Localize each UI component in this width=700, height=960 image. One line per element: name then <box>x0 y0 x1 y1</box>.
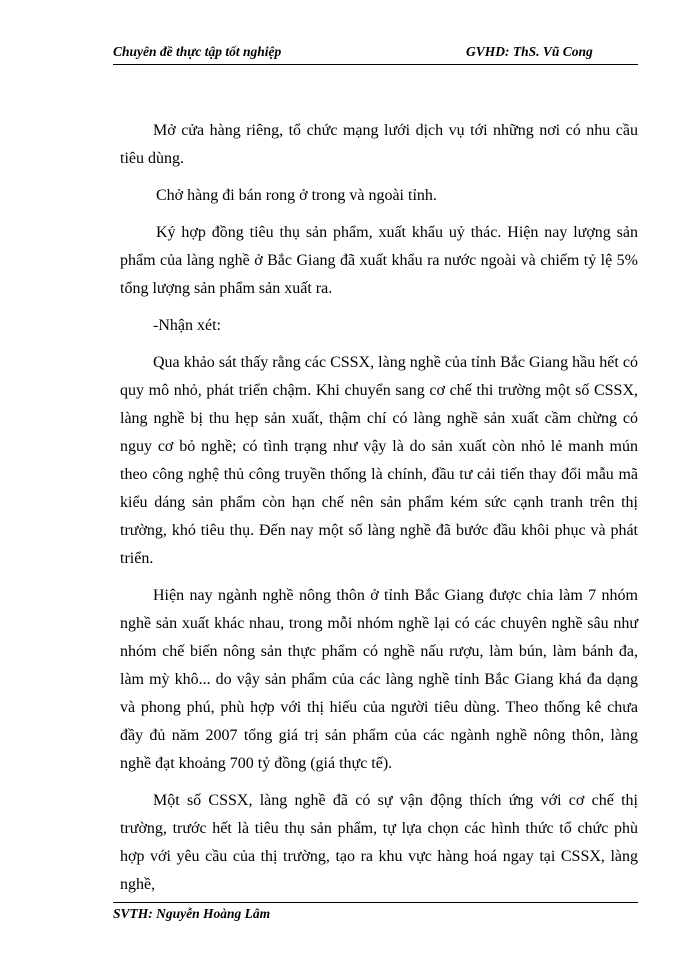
paragraph-contracts-export: Ký hợp đồng tiêu thụ sản phẩm, xuất khẩu uỷ thác. Hiện nay lượng sản phẩm của làng nghề ở Bắc Giang đã xuất khẩu ra nước ngoài và chiếm tỷ lệ 5% tổng lượng sản phẩm sản xuất ra. <box>120 224 638 297</box>
paragraph-market-adaptation: Một số CSSX, làng nghề đã có sự vận động thích ứng với cơ chế thị trường, trước hết là tiêu thụ sản phẩm, tự lựa chọn các hình thức tổ chức phù hợp với yêu cầu của thị trường, tạo ra khu vực hàng hoá ngay tại CSSX, làng nghề, <box>120 792 638 893</box>
page-header <box>113 44 638 64</box>
paragraph-remarks-heading: -Nhận xét: <box>153 317 221 334</box>
page-footer: SVTH: Nguyễn Hoàng Lâm <box>113 906 271 921</box>
header-divider <box>113 64 638 65</box>
header-title: Chuyên đề thực tập tốt nghiệp <box>113 44 282 59</box>
paragraph-survey: Qua khảo sát thấy rằng các CSSX, làng nghề của tỉnh Bắc Giang hầu hết có quy mô nhỏ, phát triển chậm. Khi chuyển sang cơ chế thi trường một số CSSX, làng nghề bị thu hẹp sản xuất, thậm chí có làng nghề sản xuất cầm chừng có nguy cơ bỏ nghề; có tình trạng như vậy là do sản xuất còn nhỏ lẻ manh mún theo công nghệ thủ công truyền thống là chính, đầu tư cải tiến thay đổi mẫu mã kiểu dáng sản phẩm còn hạn chế nên sản phẩm kém sức cạnh tranh trên thị trường, khó tiêu thụ. Đến nay một số làng nghề đã bước đầu khôi phục và phát triển. <box>120 354 638 567</box>
paragraph-street-selling: Chở hàng đi bán rong ở trong và ngoài tỉnh. <box>156 187 437 204</box>
paragraph-open-stores: Mở cửa hàng riêng, tổ chức mạng lưới dịch vụ tới những nơi có nhu cầu tiêu dùng. <box>120 122 638 167</box>
document-body <box>120 117 638 908</box>
header-advisor: GVHD: ThS. Vũ Cong <box>466 44 593 59</box>
paragraph-industry-groups: Hiện nay ngành nghề nông thôn ở tỉnh Bắc Giang được chia làm 7 nhóm nghề sản xuất khác nhau, trong mỗi nhóm nghề lại có các chuyên nghề sâu như nhóm chế biến nông sản thực phẩm có nghề nấu rượu, làm bún, làm bánh đa, làm mỳ khô... do vậy sản phẩm của các làng nghề tỉnh Bắc Giang khá đa dạng và phong phú, phù hợp với thị hiếu của người tiêu dùng. Theo thống kê chưa đầy đủ năm 2007 tổng giá trị sản phẩm của các ngành nghề nông thôn, làng nghề đạt khoảng 700 tỷ đồng (giá thực tế). <box>120 587 638 772</box>
footer-divider <box>113 902 638 903</box>
